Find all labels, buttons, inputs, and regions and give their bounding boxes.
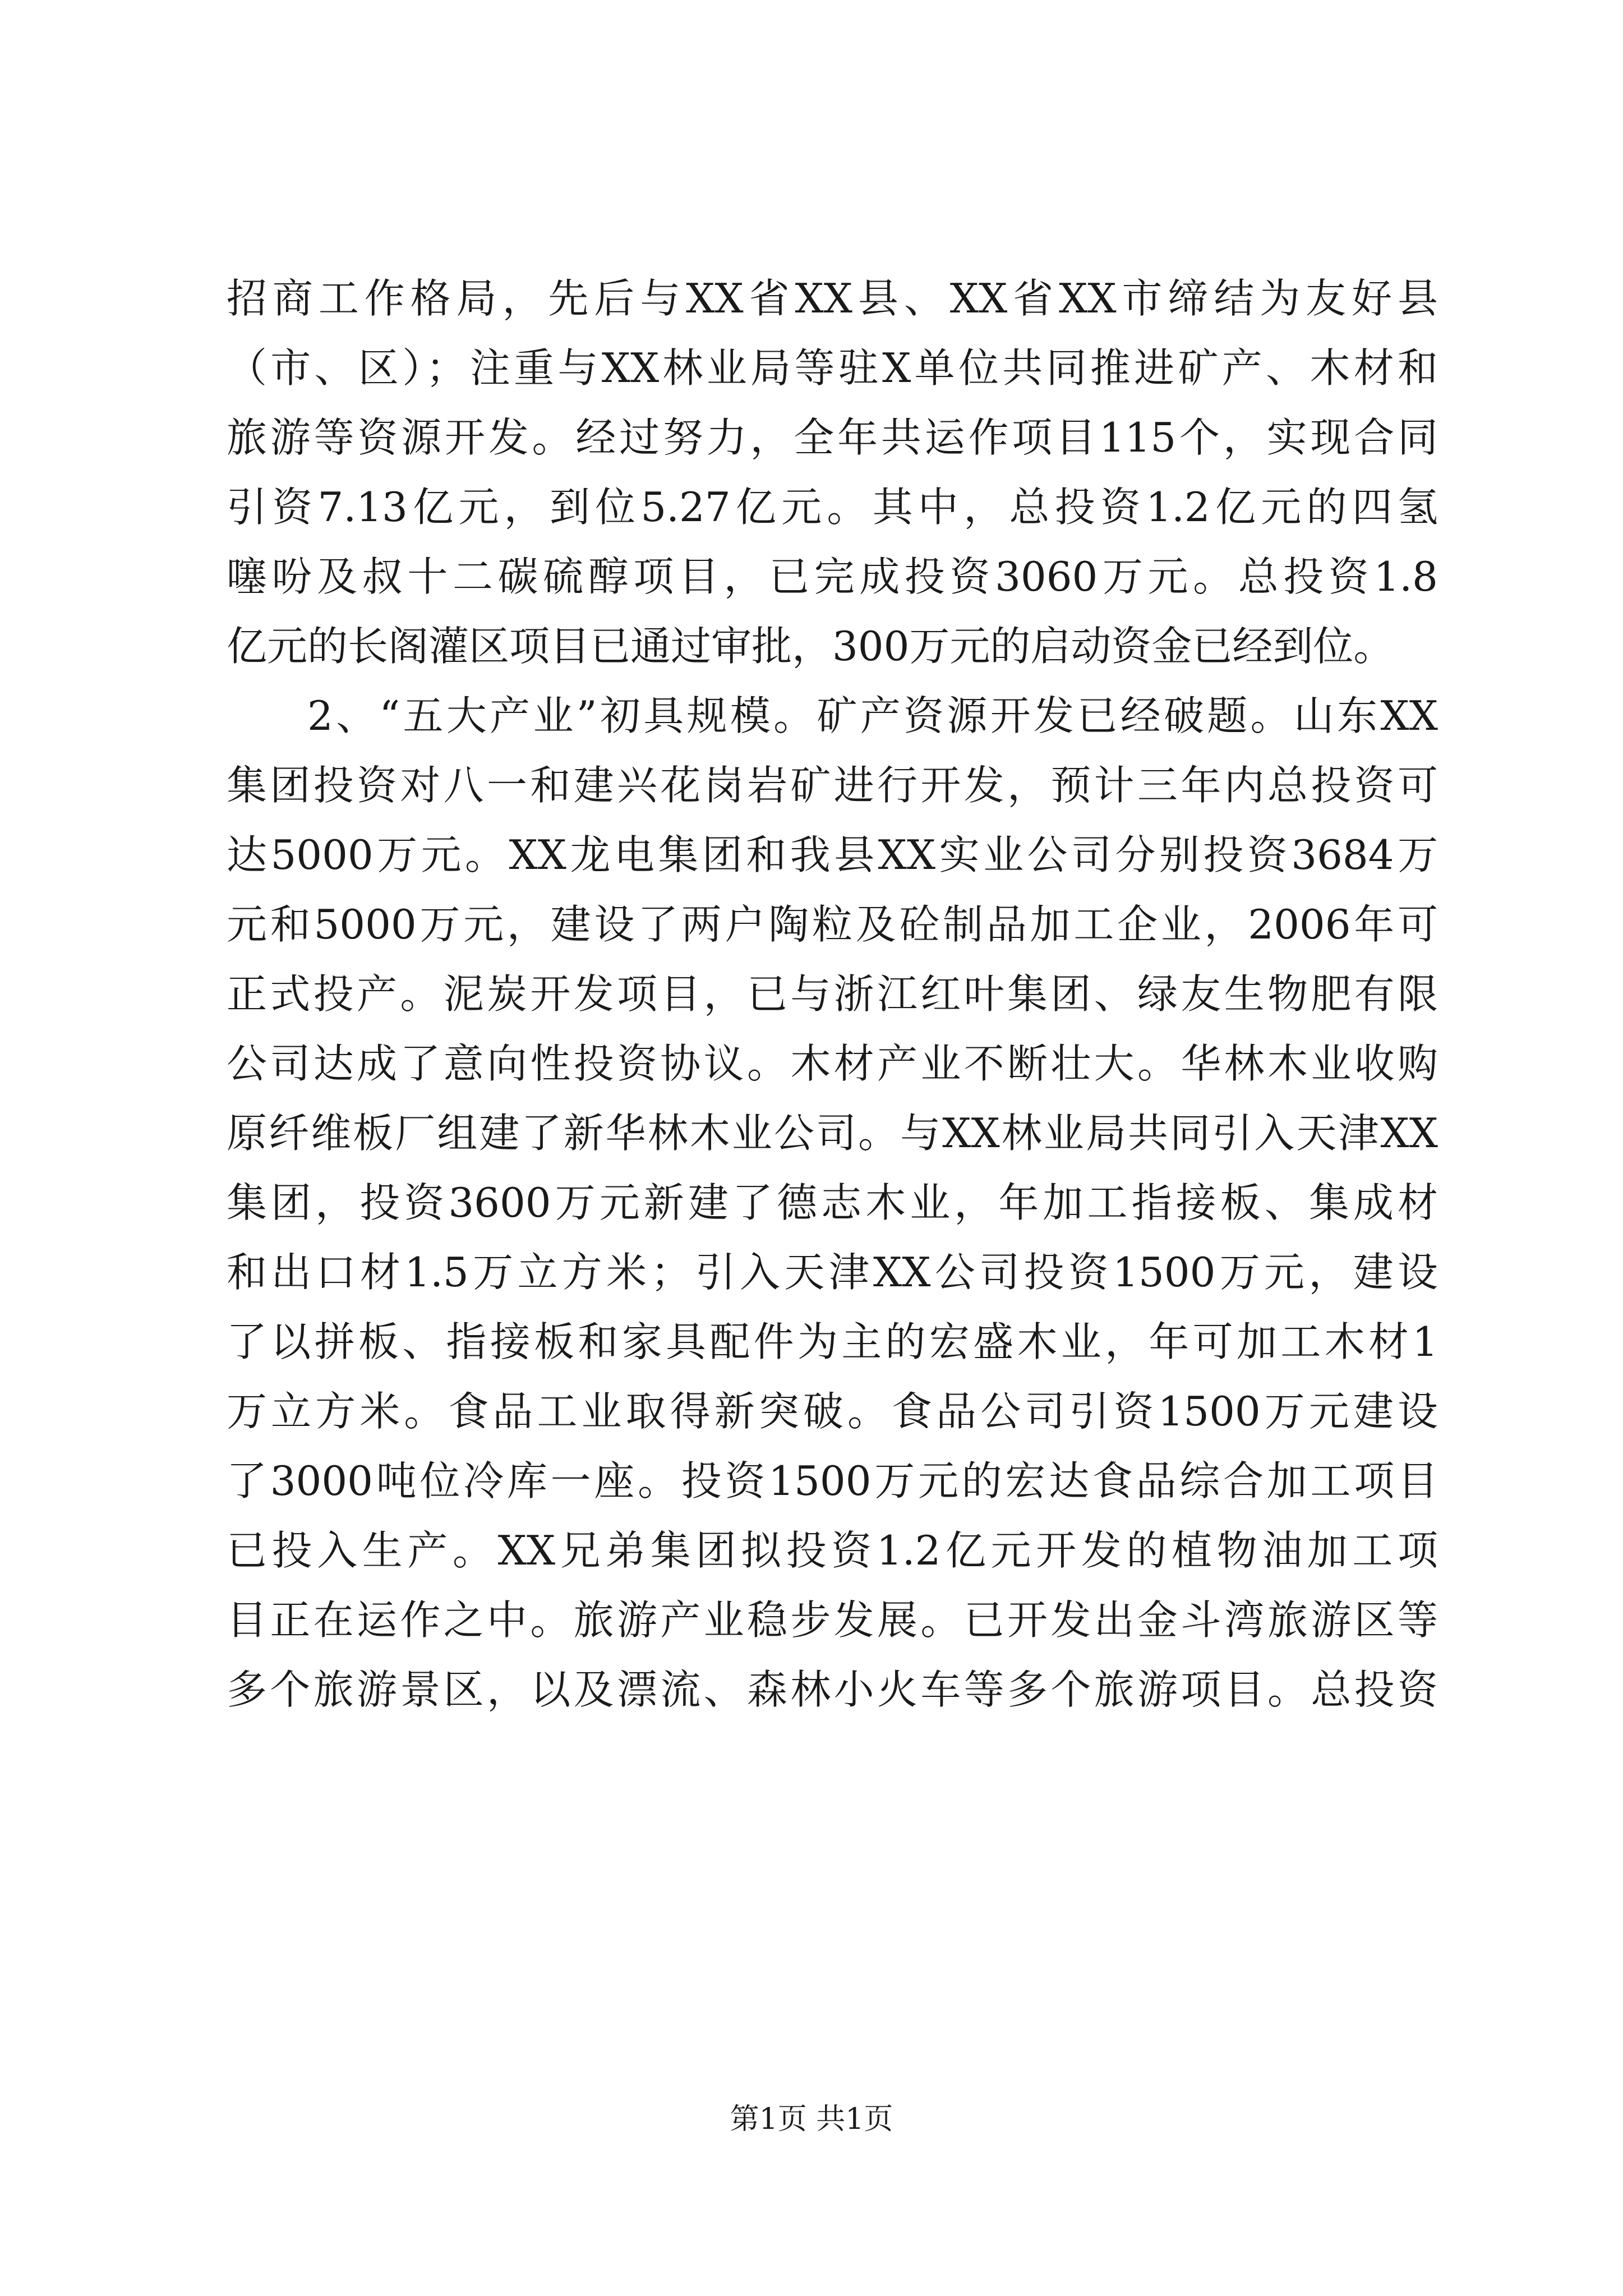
text-line: 旅游等资源开发。经过努力，全年共运作项目115个，实现合同 — [227, 414, 1438, 461]
text-line: 亿元的长阁灌区项目已通过审批，300万元的启动资金已经到位。 — [227, 623, 1394, 670]
text-line: 目正在运作之中。旅游产业稳步发展。已开发出金斗湾旅游区等 — [227, 1596, 1438, 1644]
text-line: 多个旅游景区，以及漂流、森林小火车等多个旅游项目。总投资 — [227, 1666, 1438, 1713]
text-line: 了以拼板、指接板和家具配件为主的宏盛木业，年可加工木材1 — [227, 1318, 1438, 1365]
text-line: 万立方米。食品工业取得新突破。食品公司引资1500万元建设 — [227, 1388, 1438, 1435]
text-line: 了3000吨位冷库一座。投资1500万元的宏达食品综合加工项目 — [227, 1457, 1438, 1504]
text-line: 公司达成了意向性投资协议。木材产业不断壮大。华林木业收购 — [227, 1040, 1438, 1087]
text-line: 已投入生产。XX兄弟集团拟投资1.2亿元开发的植物油加工项 — [227, 1527, 1438, 1574]
text-line: 引资7.13亿元，到位5.27亿元。其中，总投资1.2亿元的四氢 — [227, 484, 1438, 531]
text-line: 和出口材1.5万立方米；引入天津XX公司投资1500万元，建设 — [227, 1249, 1438, 1296]
text-line: 招商工作格局，先后与XX省XX县、XX省XX市缔结为友好县 — [227, 275, 1438, 322]
text-line: 正式投产。泥炭开发项目，已与浙江红叶集团、绿友生物肥有限 — [227, 970, 1438, 1018]
text-line: 2、“五大产业”初具规模。矿产资源开发已经破题。山东XX — [307, 692, 1438, 739]
text-line: （市、区）；注重与XX林业局等驻X单位共同推进矿产、木材和 — [227, 344, 1438, 392]
text-line: 达5000万元。XX龙电集团和我县XX实业公司分别投资3684万 — [227, 831, 1438, 878]
text-line: 集团投资对八一和建兴花岗岩矿进行开发，预计三年内总投资可 — [227, 762, 1438, 809]
text-line: 集团，投资3600万元新建了德志木业，年加工指接板、集成材 — [227, 1179, 1438, 1226]
text-line: 元和5000万元，建设了两户陶粒及砼制品加工企业，2006年可 — [227, 901, 1438, 948]
page-number-footer: 第1页 共1页 — [730, 2102, 893, 2136]
body-text — [227, 264, 1438, 1724]
text-line: 噻吩及叔十二碳硫醇项目，已完成投资3060万元。总投资1.8 — [227, 553, 1438, 600]
text-line: 原纤维板厂组建了新华林木业公司。与XX林业局共同引入天津XX — [227, 1110, 1438, 1157]
